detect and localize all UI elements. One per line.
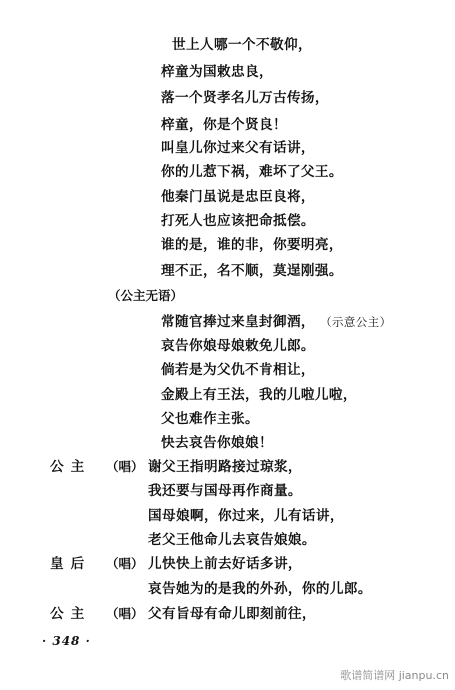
sing-cue: （唱） (106, 459, 144, 474)
speaker-name: 公主 (50, 606, 92, 622)
lyric-line: 打死人也应该把命抵偿。 (161, 213, 315, 229)
sing-cue: （唱） (106, 556, 144, 571)
speaker-name: 皇后 (50, 556, 92, 572)
lyric-line: 父也难作主张。 (161, 411, 259, 427)
lyric-line: 儿快快上前去好话多讲， (148, 556, 302, 572)
lyric-line: 哀告她为的是我的外孙，你的儿郎。 (148, 581, 372, 597)
sing-cue: （唱） (106, 606, 144, 621)
lyric-line: 国母娘啊，你过来，儿有话讲， (148, 508, 344, 524)
lyric-line: 梓童为国敕忠良， (161, 64, 273, 80)
lyric-line (161, 313, 391, 331)
lyric-line: 理不正，名不顺，莫逞刚强。 (161, 263, 343, 279)
lyric-line: 谁的是，谁的非，你要明亮， (161, 237, 343, 253)
lyric-line: 他秦门虽说是忠臣良将， (161, 189, 315, 205)
watermark: 歌谱简谱网 jianpu.cn (340, 669, 449, 682)
lyric-line: 父有旨母有命儿即刻前往， (148, 606, 316, 622)
aside-direction: （示意公主） (320, 315, 392, 329)
speaker-name: 公主 (50, 459, 92, 475)
stage-direction: （公主无语） (108, 288, 184, 303)
lyric-line: 你的儿惹下祸，难坏了父王。 (161, 164, 343, 180)
lyric-line: 金殿上有王法，我的儿啦儿啦， (161, 387, 357, 403)
lyric-text: 常随官捧过来皇封御酒， (161, 314, 315, 330)
lyric-line: 快去哀告你娘娘！ (161, 435, 273, 451)
lyric-line: 谢父王指明路接过琼浆， (148, 459, 302, 475)
lyric-line: 落一个贤孝名儿万古传扬， (161, 90, 329, 106)
lyric-line: 我还要与国母再作商量。 (148, 483, 302, 499)
lyric-line: 老父王他命儿去哀告娘娘。 (148, 532, 316, 548)
lyric-line: 哀告你娘母娘敕免儿郎。 (161, 338, 315, 354)
page-number: · 348 · (42, 634, 91, 648)
lyric-line: 叫皇儿你过来父有话讲， (161, 140, 315, 156)
lyric-line: 倘若是为父仇不肯相让， (161, 362, 315, 378)
lyric-line: 梓童，你是个贤良！ (161, 117, 287, 133)
lyric-line: 世上人哪一个不敬仰， (172, 37, 312, 53)
